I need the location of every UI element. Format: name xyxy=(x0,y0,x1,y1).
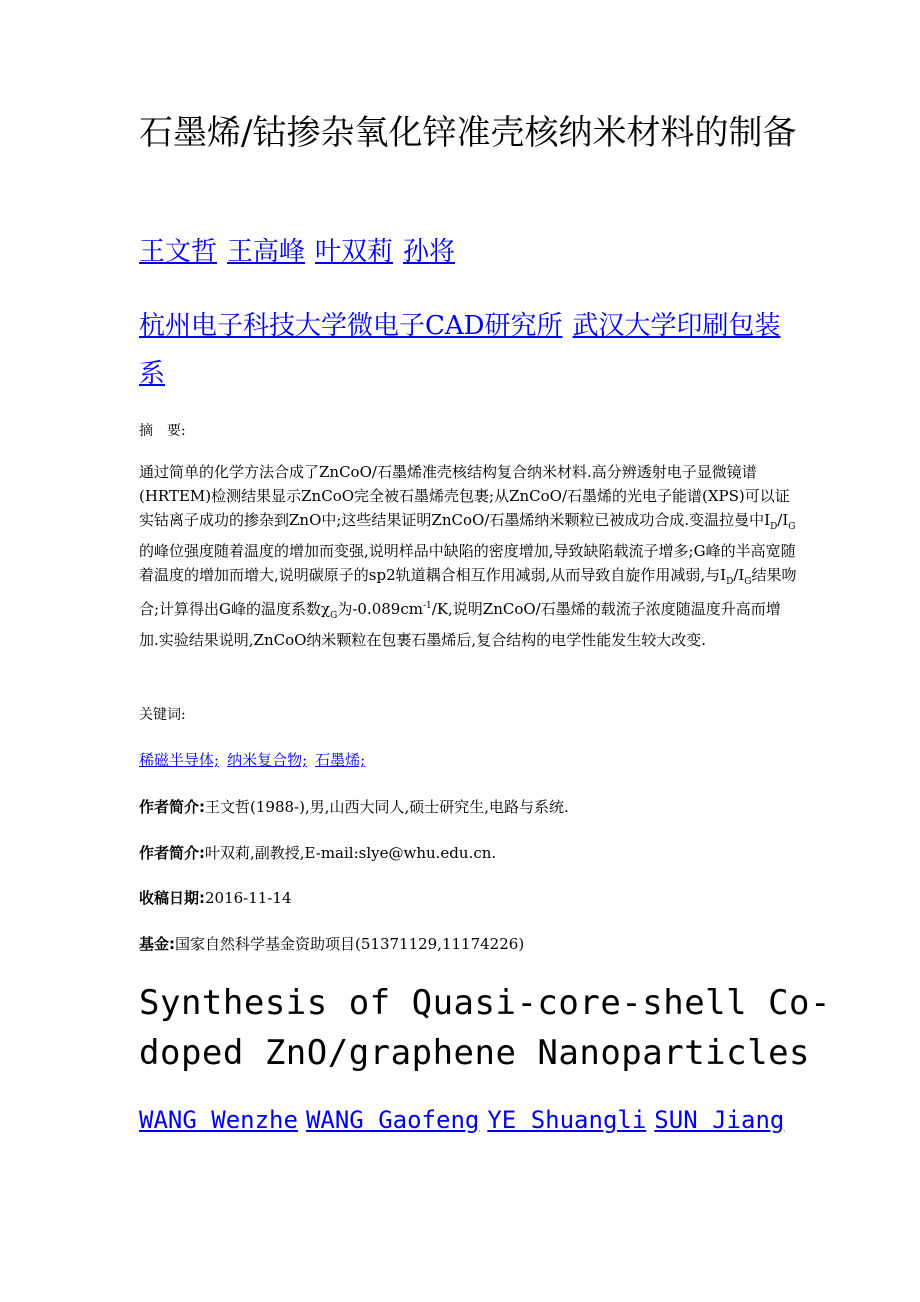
subscript: D xyxy=(726,577,734,587)
abstract-part: /K,说明ZnCoO/石墨烯的载流子浓度随温度升高而增加.实验结果说明,ZnCoO纳米颗粒在包裹石墨烯后,复合结构的电学性能发生较大改变. xyxy=(139,600,781,649)
subscript: G xyxy=(788,522,796,532)
abstract-part: 的峰位强度随着温度的增加而变强,说明样品中缺陷的密度增加,导致缺陷载流子增多;G峰的半高宽随着温度的增加而增大,说明碳原子的sp2轨道耦合相互作用减弱,从而导致自旋作用减弱,与I xyxy=(139,542,796,584)
affiliation-link[interactable]: 武汉大学印刷包装系 xyxy=(139,311,781,389)
author-bio-2 xyxy=(139,842,496,864)
info-value: 王文哲(1988-),男,山西大同人,硕士研究生,电路与系统. xyxy=(205,798,569,816)
abstract-part: 通过简单的化学方法合成了ZnCoO/石墨烯准壳核结构复合纳米材料.高分辨透射电子显微镜谱(HRTEM)检测结果显示ZnCoO完全被石墨烯壳包裹;从ZnCoO/石墨烯的光电子能谱(XPS)可以证实钴离子成功的掺杂到ZnO中;这些结果证明ZnCoO/石墨烯纳米颗粒已被成功合成.变温拉曼中I xyxy=(139,463,790,529)
author-list xyxy=(139,232,455,272)
info-label: 作者简介: xyxy=(139,798,205,816)
author-link[interactable]: 叶双莉 xyxy=(315,237,394,267)
english-author-link[interactable]: WANG Gaofeng xyxy=(305,1106,480,1134)
keyword-link[interactable]: 稀磁半导体; xyxy=(139,751,220,769)
info-label: 作者简介: xyxy=(139,844,205,862)
abstract-part: 结果吻合;计算得出G峰的温度系数χ xyxy=(139,566,797,618)
author-link[interactable]: 王文哲 xyxy=(139,237,218,267)
affiliation-list xyxy=(139,302,799,398)
info-value: 国家自然科学基金资助项目(51371129,11174226) xyxy=(175,935,525,953)
abstract-label: 摘 要: xyxy=(139,423,186,439)
english-title: Synthesis of Quasi-core-shell Co-doped ZnO/graphene Nanoparticles xyxy=(139,983,832,1073)
info-value: 2016-11-14 xyxy=(205,889,292,907)
subscript: G xyxy=(744,577,752,587)
article-title: 石墨烯/钴掺杂氧化锌准壳核纳米材料的制备 xyxy=(139,113,797,153)
english-author-link[interactable]: YE Shuangli xyxy=(487,1106,647,1134)
abstract-part: 为-0.089cm xyxy=(337,600,423,618)
author-bio-1 xyxy=(139,796,569,818)
keyword-list xyxy=(139,749,373,771)
received-date xyxy=(139,887,291,909)
info-label: 基金: xyxy=(139,935,175,953)
subscript: G xyxy=(330,611,338,621)
keywords-label: 关键词: xyxy=(139,707,186,723)
english-author-link[interactable]: WANG Wenzhe xyxy=(139,1106,298,1134)
keyword-link[interactable]: 石墨烯; xyxy=(315,751,366,769)
superscript: -1 xyxy=(422,601,432,611)
english-author-list xyxy=(139,1102,784,1138)
affiliation-link[interactable]: 杭州电子科技大学微电子CAD研究所 xyxy=(139,311,563,341)
abstract-text xyxy=(139,460,799,652)
english-author-link[interactable]: SUN Jiang xyxy=(654,1106,785,1134)
subscript: D xyxy=(770,522,778,532)
info-value: 叶双莉,副教授,E-mail:slye@whu.edu.cn. xyxy=(205,844,497,862)
info-label: 收稿日期: xyxy=(139,889,205,907)
funding xyxy=(139,933,524,955)
author-link[interactable]: 王高峰 xyxy=(227,237,306,267)
abstract-part: /I xyxy=(733,566,745,584)
abstract-part: /I xyxy=(777,511,789,529)
author-link[interactable]: 孙将 xyxy=(403,237,456,267)
keyword-link[interactable]: 纳米复合物; xyxy=(227,751,308,769)
